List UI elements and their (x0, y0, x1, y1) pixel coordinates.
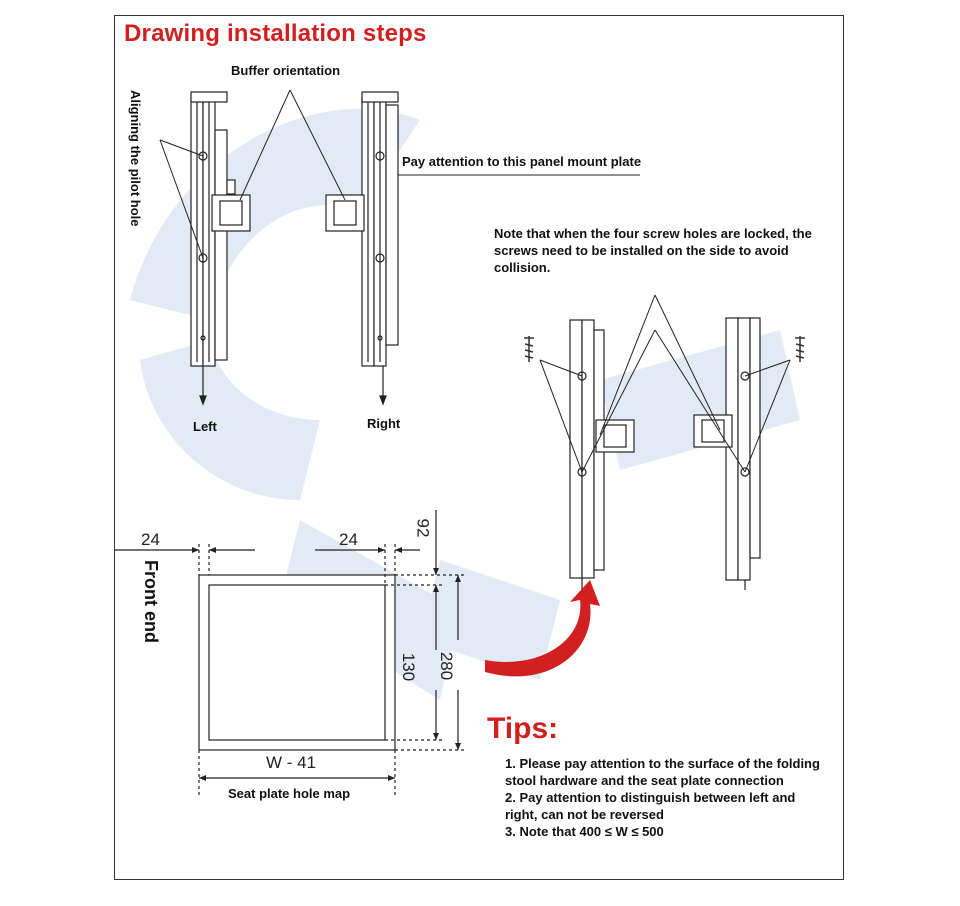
page-title: Drawing installation steps (124, 20, 427, 47)
tip-item: 2. Pay attention to distinguish between left and right, can not be reversed (505, 790, 796, 822)
dim-right-offset: 24 (339, 530, 358, 549)
dim-inner-height: 130 (399, 652, 419, 682)
screw-note: Note that when the four screw holes are locked, the screws need to be installed on the side to avoid collision. (494, 226, 812, 275)
dim-width: W - 41 (266, 753, 317, 772)
panel-mount-plate-label: Pay attention to this panel mount plate (402, 154, 642, 169)
seat-plate-hole-map-caption: Seat plate hole map (228, 786, 351, 801)
front-end-label: Front end (141, 560, 161, 643)
right-label: Right (367, 416, 401, 431)
dim-top-offset: 92 (413, 518, 433, 538)
tips-heading: Tips: (487, 712, 559, 745)
buffer-orientation-label: Buffer orientation (231, 63, 341, 78)
dim-outer-height: 280 (437, 651, 457, 681)
content-frame (114, 15, 844, 880)
aligning-pilot-hole-label: Aligning the pilot hole (128, 90, 143, 227)
tips-list (505, 755, 825, 840)
tip-item: 3. Note that 400 ≤ W ≤ 500 (505, 824, 664, 839)
dim-left-offset: 24 (141, 530, 160, 549)
left-label: Left (193, 419, 217, 434)
tip-item: 1. Please pay attention to the surface of the folding stool hardware and the seat plate connection (505, 756, 820, 788)
